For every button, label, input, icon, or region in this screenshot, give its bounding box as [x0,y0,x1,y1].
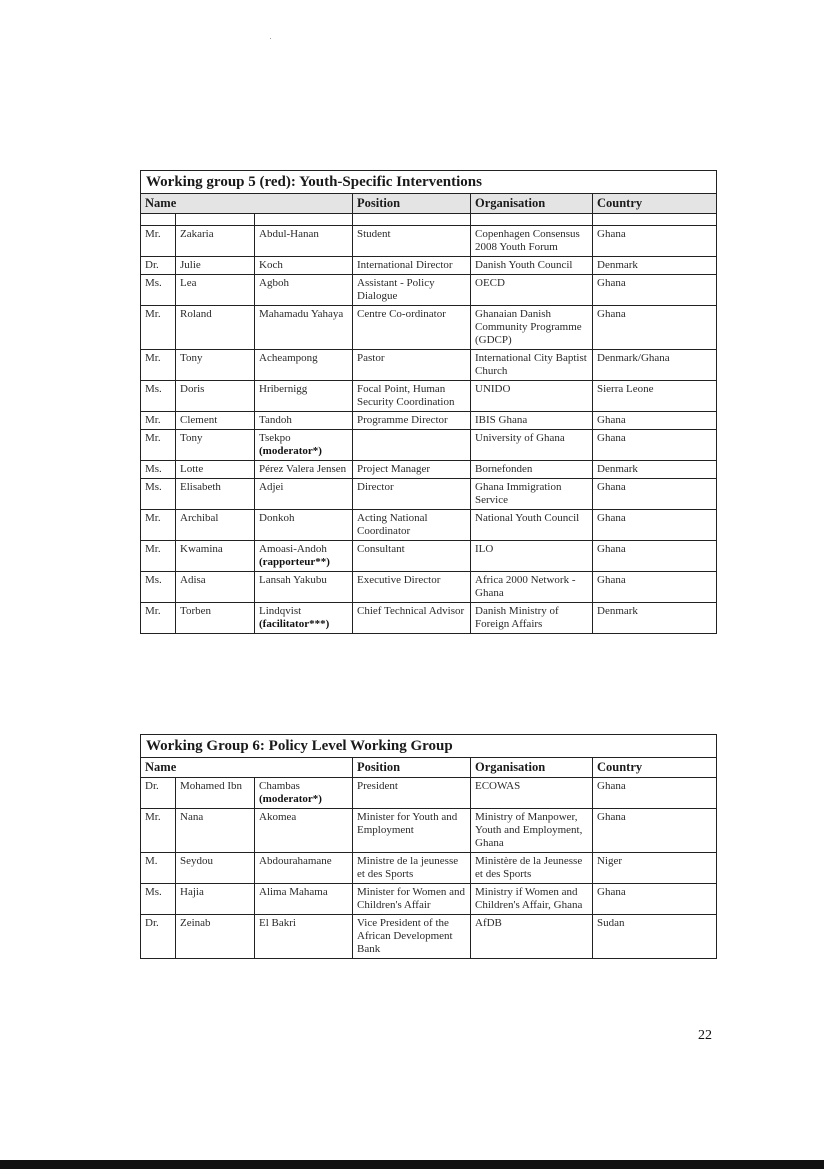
participant-organisation: Bornefonden [471,461,593,479]
participant-country: Ghana [593,572,717,603]
participant-first-name: Roland [176,306,255,350]
participant-last-name: Amoasi-Andoh (rapporteur**) [255,541,353,572]
participant-last-name: Hribernigg [255,381,353,412]
participant-row [141,915,717,959]
participant-organisation: Danish Ministry of Foreign Affairs [471,603,593,634]
participant-row [141,510,717,541]
participant-country: Ghana [593,306,717,350]
participant-position: Vice President of the African Development Bank [353,915,471,959]
participant-organisation: Ghanaian Danish Community Programme (GDCP) [471,306,593,350]
participant-position: International Director [353,257,471,275]
working-group-6-table [140,734,717,959]
participant-last-name: Pérez Valera Jensen [255,461,353,479]
participant-first-name: Clement [176,412,255,430]
participant-country: Ghana [593,778,717,809]
header-organisation: Organisation [471,758,593,778]
participant-first-name: Lea [176,275,255,306]
participant-row [141,257,717,275]
participant-first-name: Kwamina [176,541,255,572]
participant-first-name: Torben [176,603,255,634]
participant-organisation: UNIDO [471,381,593,412]
participant-title: Mr. [141,809,176,853]
participant-row [141,430,717,461]
participant-row [141,541,717,572]
participant-position: Pastor [353,350,471,381]
header-position: Position [353,194,471,214]
participant-last-name: Tandoh [255,412,353,430]
participant-row [141,226,717,257]
participant-organisation: Africa 2000 Network - Ghana [471,572,593,603]
participant-first-name: Doris [176,381,255,412]
page-number: 22 [698,1028,712,1043]
participant-title: Ms. [141,381,176,412]
participant-country: Denmark [593,603,717,634]
participant-position: President [353,778,471,809]
participant-title: Mr. [141,510,176,541]
participant-last-name: Tsekpo (moderator*) [255,430,353,461]
group-5-body [141,226,717,634]
participant-position [353,430,471,461]
participant-row [141,350,717,381]
group-6-body [141,778,717,959]
participant-title: Dr. [141,778,176,809]
participant-title: Mr. [141,603,176,634]
participant-first-name: Tony [176,430,255,461]
participant-row [141,412,717,430]
working-group-5-table [140,170,717,634]
participant-organisation: OECD [471,275,593,306]
participant-first-name: Zakaria [176,226,255,257]
participant-position: Consultant [353,541,471,572]
participant-last-name: Lansah Yakubu [255,572,353,603]
participant-first-name: Archibal [176,510,255,541]
group-6-title: Working Group 6: Policy Level Working Group [141,735,717,758]
participant-country: Ghana [593,884,717,915]
header-name: Name [141,758,353,778]
header-country: Country [593,194,717,214]
participant-organisation: Ministry of Manpower, Youth and Employment, Ghana [471,809,593,853]
participant-first-name: Seydou [176,853,255,884]
header-organisation: Organisation [471,194,593,214]
participant-row [141,809,717,853]
participant-position: Chief Technical Advisor [353,603,471,634]
participant-row [141,306,717,350]
participant-row [141,603,717,634]
participant-organisation: Ghana Immigration Service [471,479,593,510]
participant-title: M. [141,853,176,884]
scan-speck [270,38,271,39]
group-6-header-row [141,758,717,778]
participant-position: Focal Point, Human Security Coordination [353,381,471,412]
participant-title: Mr. [141,350,176,381]
header-name: Name [141,194,353,214]
participant-position: Executive Director [353,572,471,603]
participant-title: Dr. [141,257,176,275]
participant-row [141,275,717,306]
participant-first-name: Adisa [176,572,255,603]
participant-title: Ms. [141,884,176,915]
participant-role: (moderator*) [259,445,322,457]
participant-country: Ghana [593,226,717,257]
participant-country: Ghana [593,541,717,572]
participant-last-name: Chambas (moderator*) [255,778,353,809]
participant-country: Denmark [593,461,717,479]
participant-last-name: Mahamadu Yahaya [255,306,353,350]
participant-row [141,884,717,915]
participant-row [141,461,717,479]
participant-country: Denmark/Ghana [593,350,717,381]
participant-last-name: Lindqvist (facilitator***) [255,603,353,634]
participant-position: Acting National Coordinator [353,510,471,541]
participant-country: Ghana [593,412,717,430]
participant-role: (rapporteur**) [259,556,330,568]
participant-organisation: International City Baptist Church [471,350,593,381]
participant-title: Mr. [141,430,176,461]
group-5-title: Working group 5 (red): Youth-Specific Interventions [141,171,717,194]
participant-row [141,572,717,603]
participant-first-name: Hajia [176,884,255,915]
participant-position: Ministre de la jeunesse et des Sports [353,853,471,884]
participant-country: Ghana [593,430,717,461]
participant-role: (facilitator***) [259,618,330,630]
participant-last-name: Alima Mahama [255,884,353,915]
participant-last-name: Agboh [255,275,353,306]
participant-row [141,778,717,809]
participant-title: Mr. [141,541,176,572]
participant-position: Project Manager [353,461,471,479]
participant-last-name: Acheampong [255,350,353,381]
participant-title: Mr. [141,226,176,257]
participant-last-name: Koch [255,257,353,275]
participant-first-name: Lotte [176,461,255,479]
participant-title: Dr. [141,915,176,959]
participant-first-name: Elisabeth [176,479,255,510]
scan-edge-bar [0,1160,824,1169]
participant-role: (moderator*) [259,793,322,805]
header-position: Position [353,758,471,778]
participant-title: Mr. [141,306,176,350]
participant-row [141,381,717,412]
participant-row [141,853,717,884]
participant-organisation: Copenhagen Consensus 2008 Youth Forum [471,226,593,257]
participant-organisation: AfDB [471,915,593,959]
participant-title: Ms. [141,461,176,479]
participant-title: Ms. [141,572,176,603]
participant-first-name: Julie [176,257,255,275]
participant-country: Denmark [593,257,717,275]
participant-organisation: IBIS Ghana [471,412,593,430]
participant-country: Ghana [593,809,717,853]
participant-last-name: Akomea [255,809,353,853]
participant-title: Ms. [141,479,176,510]
participant-country: Ghana [593,510,717,541]
group-5-header-row [141,194,717,214]
participant-last-name: Abdul-Hanan [255,226,353,257]
participant-last-name: El Bakri [255,915,353,959]
participant-country: Niger [593,853,717,884]
participant-organisation: Ministère de la Jeunesse et des Sports [471,853,593,884]
participant-organisation: University of Ghana [471,430,593,461]
participant-position: Minister for Youth and Employment [353,809,471,853]
participant-position: Director [353,479,471,510]
participant-first-name: Tony [176,350,255,381]
participant-organisation: Danish Youth Council [471,257,593,275]
participant-title: Mr. [141,412,176,430]
group-5-spacer-row [141,214,717,226]
header-country: Country [593,758,717,778]
participant-position: Assistant - Policy Dialogue [353,275,471,306]
participant-country: Ghana [593,479,717,510]
participant-title: Ms. [141,275,176,306]
participant-last-name: Donkoh [255,510,353,541]
participant-country: Ghana [593,275,717,306]
participant-country: Sudan [593,915,717,959]
participant-organisation: National Youth Council [471,510,593,541]
participant-position: Student [353,226,471,257]
participant-organisation: Ministry if Women and Children's Affair, Ghana [471,884,593,915]
participant-organisation: ILO [471,541,593,572]
participant-position: Programme Director [353,412,471,430]
participant-organisation: ECOWAS [471,778,593,809]
participant-country: Sierra Leone [593,381,717,412]
participant-position: Minister for Women and Children's Affair [353,884,471,915]
participant-first-name: Zeinab [176,915,255,959]
participant-last-name: Adjei [255,479,353,510]
participant-first-name: Mohamed Ibn [176,778,255,809]
participant-first-name: Nana [176,809,255,853]
participant-last-name: Abdourahamane [255,853,353,884]
participant-position: Centre Co-ordinator [353,306,471,350]
participant-row [141,479,717,510]
